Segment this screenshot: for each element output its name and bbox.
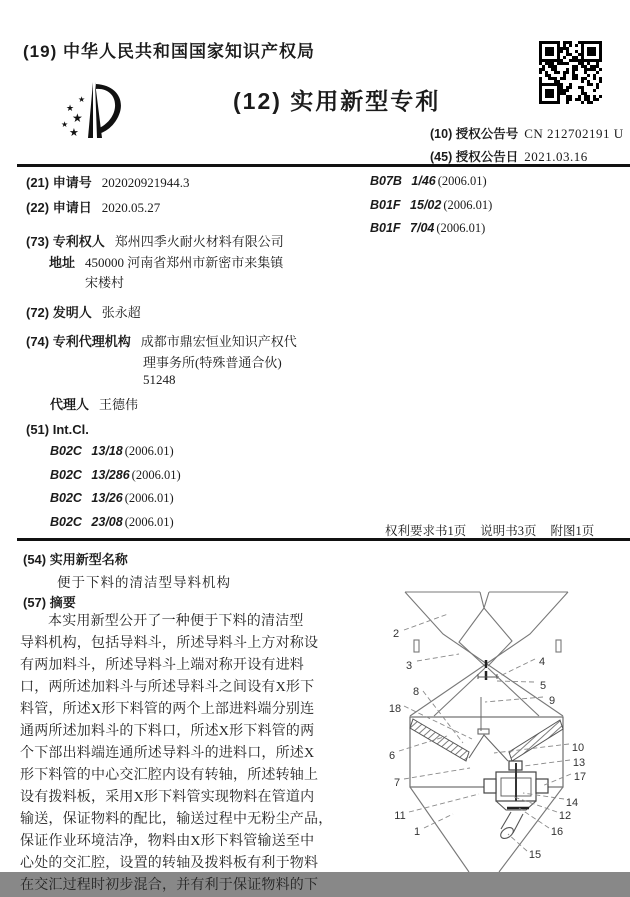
qr-module [581, 80, 584, 83]
qr-module [560, 62, 563, 65]
pages-info-item: 权利要求书1页 [385, 524, 467, 538]
abstract-line: 导料机构，包括导料斗，所述导料斗上方对称设 [20, 636, 319, 651]
qr-module [584, 65, 587, 68]
qr-module [599, 77, 602, 80]
document-type-title: (12) 实用新型专利 [233, 88, 441, 114]
qr-module [593, 95, 596, 98]
qr-module [575, 68, 578, 71]
qr-module [593, 68, 596, 71]
pub-date-label: (45) 授权公告日 [430, 150, 519, 164]
qr-module [560, 92, 563, 95]
qr-module [599, 80, 602, 83]
qr-module [563, 47, 566, 50]
qr-module [566, 95, 569, 98]
qr-module [551, 62, 554, 65]
qr-module [566, 47, 569, 50]
qr-module [548, 74, 551, 77]
qr-module [560, 89, 563, 92]
patentee-value: 郑州四季火耐火材料有限公司 [114, 234, 284, 249]
qr-module [551, 65, 554, 68]
abstract-line: 输送，保证物料的配比，输送过程中无粉尘产品， [20, 812, 333, 827]
figure-ref-number: 18 [388, 703, 402, 715]
figure-ref-number: 11 [394, 810, 406, 822]
ipc-version: (2006.01) [131, 467, 181, 482]
intcl-row [26, 422, 89, 437]
ipc-code: B02C 23/08 [50, 514, 123, 529]
ipc-version: (2006.01) [436, 221, 486, 235]
qr-module [566, 86, 569, 89]
qr-module [575, 65, 578, 68]
qr-module [593, 65, 596, 68]
figure-leader-line [508, 834, 527, 851]
qr-module [593, 98, 596, 101]
qr-module [554, 65, 557, 68]
publication-date-row [430, 147, 588, 165]
pages-info [385, 521, 594, 539]
qr-module [551, 77, 554, 80]
qr-module [566, 89, 569, 92]
qr-module [551, 68, 554, 71]
qr-module [566, 68, 569, 71]
qr-module [569, 44, 572, 47]
logo-star-icon: ★ [69, 127, 79, 139]
qr-module [560, 86, 563, 89]
ipc-entry [50, 491, 181, 506]
agency-code: 51248 [143, 372, 176, 387]
ipc-version: (2006.01) [124, 444, 174, 458]
qr-module [587, 68, 590, 71]
inventor-label: (72) 发明人 [26, 305, 92, 320]
ipc-code: B02C 13/26 [50, 491, 123, 505]
qr-module [572, 74, 575, 77]
qr-module [575, 50, 578, 53]
figure-ref-number: 2 [392, 628, 400, 640]
qr-module [542, 68, 545, 71]
ipc-code: B07B 1/46 [370, 174, 436, 188]
abstract-section-label: (57) 摘要 [23, 595, 76, 610]
qr-module [539, 68, 542, 71]
qr-code-icon [539, 41, 602, 104]
publication-number-row [430, 124, 624, 142]
figure-ref-number: 5 [539, 680, 547, 692]
figure-ref-number: 17 [573, 771, 587, 783]
qr-module [575, 44, 578, 47]
qr-module [563, 44, 566, 47]
abstract-line: 心处的交汇腔，设置的转轴及拨料板有利于物料 [20, 856, 319, 871]
qr-module [599, 95, 602, 98]
abstract-line: 设有拨料板，采用X形下料管实现物料在管道内 [20, 790, 315, 805]
qr-module [560, 59, 563, 62]
title-section-label: (54) 实用新型名称 [23, 552, 128, 567]
qr-module [569, 53, 572, 56]
qr-module [581, 77, 584, 80]
ipc-version: (2006.01) [124, 491, 174, 505]
ipc-entry [370, 198, 492, 213]
pages-info-item: 附图1页 [550, 524, 595, 538]
qr-module [563, 92, 566, 95]
qr-module [569, 98, 572, 101]
qr-module [569, 83, 572, 86]
agency-label: (74) 专利代理机构 [26, 334, 131, 349]
ipc-version: (2006.01) [124, 514, 174, 529]
qr-module [572, 56, 575, 59]
qr-module [563, 56, 566, 59]
figure-ref-number: 4 [538, 656, 546, 668]
qr-module [590, 101, 593, 104]
pages-info-item: 说明书3页 [480, 524, 537, 538]
agency-line1: 成都市鼎宏恒业知识产权代 [140, 334, 297, 349]
qr-module [554, 80, 557, 83]
qr-module [545, 47, 554, 56]
qr-module [596, 98, 599, 101]
abstract-line: 在交汇过程时初步混合，并有利于保证物料的下 [20, 878, 319, 893]
qr-module [560, 83, 563, 86]
qr-module [575, 59, 578, 62]
application-date-row [26, 197, 160, 216]
qr-module [578, 41, 581, 44]
figure-leader-line [498, 659, 535, 677]
ipc-code: B02C 13/18 [50, 444, 123, 458]
header-divider [17, 164, 630, 167]
qr-module [575, 74, 578, 77]
qr-module [593, 74, 596, 77]
inventor-row [26, 302, 141, 321]
qr-module [539, 77, 542, 80]
qr-module [578, 95, 581, 98]
qr-module [590, 68, 593, 71]
pub-date-value: 2021.03.16 [524, 149, 588, 164]
qr-module [542, 65, 545, 68]
ipc-entry [50, 444, 181, 459]
agency-row [26, 331, 297, 350]
figure-ref-number: 1 [413, 826, 421, 838]
address-line2: 宋楼村 [85, 275, 125, 290]
qr-module [593, 89, 596, 92]
abstract-line: 料管，所述X形下料管的两个上部进料端分别连 [20, 702, 315, 717]
application-number-row [26, 172, 189, 191]
qr-module [557, 62, 560, 65]
qr-module [581, 86, 584, 89]
qr-module [569, 86, 572, 89]
qr-module [572, 71, 575, 74]
agency-code-row [143, 372, 176, 388]
qr-module [557, 71, 560, 74]
qr-module [599, 68, 602, 71]
qr-module [545, 62, 548, 65]
logo-star-icon: ★ [61, 120, 69, 129]
qr-module [563, 89, 566, 92]
agent-label: 代理人 [50, 397, 90, 412]
qr-module [563, 71, 566, 74]
logo-tower-left [88, 82, 93, 138]
qr-module [554, 71, 557, 74]
qr-module [587, 95, 590, 98]
cnipa-logo [60, 80, 126, 142]
qr-module [587, 62, 590, 65]
qr-module [548, 65, 551, 68]
qr-module [593, 77, 596, 80]
qr-module [584, 95, 587, 98]
figure-deflector [469, 729, 508, 761]
address-row [49, 252, 283, 271]
agency-row-2 [143, 352, 282, 371]
qr-module [563, 77, 566, 80]
qr-module [587, 80, 590, 83]
figure-ref-number: 14 [565, 797, 579, 809]
qr-module [578, 86, 581, 89]
figure-guide-box [410, 717, 563, 787]
figure-ref-number: 8 [412, 686, 420, 698]
qr-module [575, 77, 578, 80]
qr-module [596, 71, 599, 74]
qr-module [563, 74, 566, 77]
qr-module [560, 77, 563, 80]
qr-module [545, 71, 548, 74]
patentee-label: (73) 专利权人 [26, 234, 105, 249]
qr-module [581, 101, 584, 104]
inventor-value: 张永超 [101, 305, 141, 320]
figure-ref-number: 6 [388, 750, 396, 762]
qr-module [563, 62, 566, 65]
address-row-2 [85, 272, 124, 291]
qr-module [566, 50, 569, 53]
logo-star-icon: ★ [66, 103, 75, 113]
ipc-entry [50, 468, 181, 483]
address-label: 地址 [49, 255, 76, 270]
qr-module [569, 59, 572, 62]
qr-module [566, 101, 569, 104]
qr-module [563, 41, 566, 44]
figure-ref-number: 13 [572, 757, 586, 769]
qr-module [578, 98, 581, 101]
ipc-code: B01F 7/04 [370, 221, 435, 235]
qr-module [578, 59, 581, 62]
qr-module [581, 62, 584, 65]
agent-value: 王德伟 [99, 397, 139, 412]
qr-module [566, 62, 569, 65]
qr-module [545, 74, 548, 77]
figure-ref-number: 3 [405, 660, 413, 672]
qr-module [581, 89, 584, 92]
intcl-label: (51) Int.Cl. [26, 422, 89, 437]
qr-module [548, 77, 551, 80]
qr-module [569, 41, 572, 44]
qr-module [569, 95, 572, 98]
qr-module [581, 92, 584, 95]
ipc-entry [50, 515, 181, 530]
figure-ref-number: 15 [528, 849, 542, 861]
figure-leader-line [424, 814, 453, 828]
pub-no-value: CN 212702191 U [524, 126, 624, 141]
figure-mechanism [484, 761, 548, 841]
qr-module [575, 56, 578, 59]
ipc-entry [370, 174, 492, 189]
qr-module [545, 89, 554, 98]
patentee-row [26, 231, 284, 250]
ipc-code: B02C 13/286 [50, 467, 130, 482]
figure-ref-number: 10 [571, 742, 585, 754]
qr-module [572, 77, 575, 80]
qr-module [539, 62, 542, 65]
agency-line2: 理事务所(特殊普通合伙) [143, 355, 282, 370]
abstract-line: 通两所述加料斗的下料口，所述X形下料管的两 [20, 724, 315, 739]
qr-module [539, 71, 542, 74]
qr-module [590, 83, 593, 86]
ipc-version: (2006.01) [443, 197, 493, 212]
qr-module [554, 68, 557, 71]
qr-module [590, 65, 593, 68]
qr-module [548, 62, 551, 65]
qr-module [587, 83, 590, 86]
qr-module [587, 98, 590, 101]
figure-ref-number: 12 [558, 810, 572, 822]
app-date-label: (22) 申请日 [26, 200, 92, 215]
qr-module [557, 80, 560, 83]
figure-ref-number: 7 [393, 777, 401, 789]
qr-module [587, 101, 590, 104]
figure-ref-number: 9 [548, 695, 556, 707]
ipc-version: (2006.01) [437, 174, 487, 188]
figure-leader-line [409, 794, 479, 812]
abstract-text [20, 611, 333, 897]
ipc-list-left [50, 444, 181, 538]
abstract-line: 个下部出料端连通所述导料斗的进料口，所述X [20, 746, 315, 761]
abstract-line: 本实用新型公开了一种便于下料的清洁型 [48, 614, 304, 629]
qr-module [560, 47, 563, 50]
qr-module [584, 98, 587, 101]
qr-module [572, 65, 575, 68]
ipc-list-right [370, 174, 492, 245]
ipc-code: B01F 15/02 [370, 197, 442, 212]
qr-module [596, 62, 599, 65]
qr-module [584, 92, 587, 95]
app-no-value: 202020921944.3 [101, 175, 190, 190]
qr-module [584, 71, 587, 74]
ipc-entry [370, 221, 492, 236]
logo-star-icon: ★ [78, 95, 86, 104]
qr-module [578, 62, 581, 65]
qr-module [560, 50, 563, 53]
office-name: (19) 中华人民共和国国家知识产权局 [23, 42, 315, 61]
pub-no-label: (10) 授权公告号 [430, 127, 519, 141]
logo-star-icon: ★ [72, 111, 83, 125]
agent-row [50, 394, 138, 413]
figure-leader-line [404, 768, 470, 779]
figure-leader-line [404, 614, 448, 630]
qr-module [566, 53, 569, 56]
app-no-label: (21) 申请号 [26, 175, 92, 190]
qr-module [554, 77, 557, 80]
qr-module [539, 80, 542, 83]
qr-module [587, 74, 590, 77]
qr-module [566, 41, 569, 44]
qr-module [566, 98, 569, 101]
qr-module [584, 77, 587, 80]
patent-figure [370, 580, 630, 872]
figure-leader-line [485, 697, 543, 702]
qr-module [581, 65, 584, 68]
invention-title: 便于下料的清洁型导料机构 [57, 575, 231, 590]
qr-module [596, 86, 599, 89]
qr-module [596, 83, 599, 86]
app-date-value: 2020.05.27 [101, 200, 161, 215]
figure-ref-number: 16 [550, 826, 564, 838]
abstract-line: 保证作业环境洁净，物料由X形下料管输送至中 [20, 834, 315, 849]
abstract-line: 有两加料斗，所述导料斗上端对称开设有进料 [20, 658, 304, 673]
section-divider [17, 538, 630, 541]
abstract-line: 口，两所述加料斗与所述导料斗之间设有X形下 [20, 680, 315, 695]
qr-module [596, 65, 599, 68]
address-line1: 450000 河南省郑州市新密市来集镇 [85, 255, 284, 270]
qr-module [572, 59, 575, 62]
abstract-line: 形下料管的中心交汇腔内设有转轴，所述转轴上 [20, 768, 319, 783]
qr-module [587, 47, 596, 56]
qr-module [575, 98, 578, 101]
qr-module [566, 71, 569, 74]
qr-module [578, 53, 581, 56]
figure-leader-line [417, 654, 459, 661]
qr-module [584, 68, 587, 71]
qr-module [572, 68, 575, 71]
